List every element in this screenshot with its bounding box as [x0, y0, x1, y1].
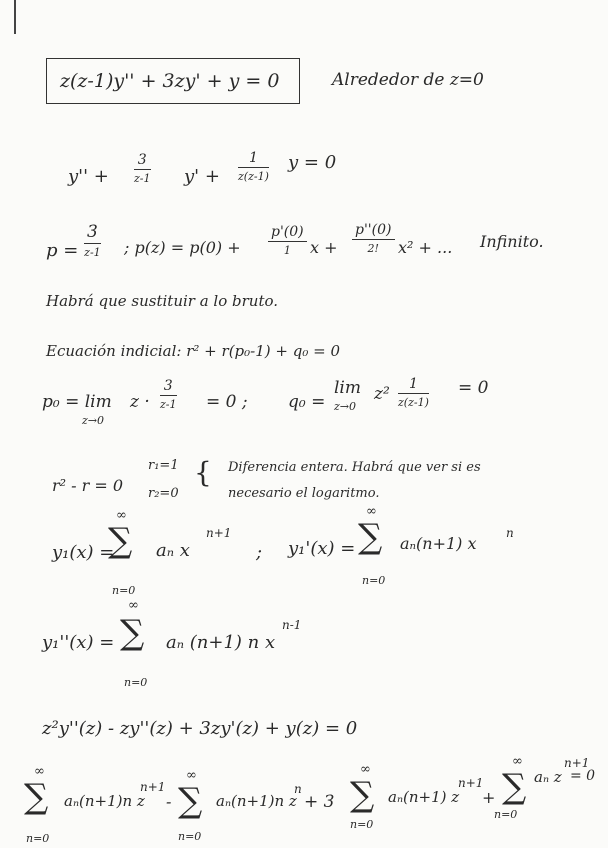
fraction-numerator: 1 [238, 150, 269, 168]
final-term-4: aₙ z [534, 768, 562, 786]
final-plus-3: + 3 [304, 792, 335, 812]
fraction-numerator: p''(0) [352, 222, 395, 240]
root-1: r₁=1 [148, 458, 179, 473]
margin-mark [14, 0, 16, 34]
p-note: Infinito. [480, 232, 544, 251]
y1-prime-lhs: y₁'(x) = [288, 538, 356, 559]
p-lead: p = [46, 240, 79, 261]
y1-prime-term: aₙ(n+1) x [400, 534, 477, 553]
summation-icon: ∑ [502, 767, 527, 807]
indicial-equation: Ecuación indicial: r² + r(p₀-1) + q₀ = 0 [46, 342, 340, 360]
roots-note-1: Diferencia entera. Habrá que ver si es [228, 460, 481, 475]
y1-exponent: n+1 [206, 526, 232, 540]
final-sum-2-bottom: n=0 [178, 830, 202, 843]
y1pp-sum-bottom: n=0 [124, 676, 148, 689]
summation-icon: ∑ [358, 517, 383, 557]
y1pp-lhs: y₁''(x) = [42, 632, 115, 653]
y1-prime-exponent: n [506, 526, 514, 540]
q0-fraction [398, 376, 429, 409]
p-fraction [84, 222, 101, 259]
roots-equation: r² - r = 0 [52, 476, 124, 495]
p0-z: z · [130, 392, 150, 412]
normalized-tail: y = 0 [288, 152, 337, 173]
around-note: Alrededor de z=0 [332, 70, 484, 90]
y1pp-sum-top: ∞ [128, 598, 139, 613]
y1pp-term: aₙ (n+1) n x [166, 632, 276, 653]
fraction-denominator: z-1 [160, 398, 177, 411]
q0-result: = 0 [458, 378, 489, 398]
p-expansion: ; p(z) = p(0) + [124, 238, 241, 257]
normalized-mid: y' + [184, 166, 220, 187]
y1-separator: ; [256, 542, 263, 563]
y1-lhs: y₁(x) = [52, 542, 115, 563]
p-x2: x² + ... [398, 238, 453, 257]
p0-limit: z→0 [82, 414, 105, 427]
p-derivative-fraction-2 [352, 222, 395, 255]
fraction-numerator: p'(0) [268, 224, 307, 242]
p0-result: = 0 ; [206, 392, 248, 412]
y1-prime-sum-bottom: n=0 [362, 574, 386, 587]
fraction-numerator: 3 [160, 378, 177, 396]
summation-icon: ∑ [24, 777, 49, 817]
q0-limit: z→0 [334, 400, 357, 413]
final-term-2: aₙ(n+1)n z [216, 792, 297, 810]
final-plus: + [482, 788, 496, 807]
roots-note-2: necesario el logaritmo. [228, 486, 380, 501]
final-sum-2-top: ∞ [186, 768, 197, 783]
final-sum-1-bottom: n=0 [26, 832, 50, 845]
y1-sum-top: ∞ [116, 508, 127, 523]
brute-note: Habrá que sustituir a lo bruto. [46, 292, 279, 310]
fraction-numerator: 1 [398, 376, 429, 394]
normalized-lead: y'' + [68, 166, 109, 187]
final-term-1: aₙ(n+1)n z [64, 792, 145, 810]
summation-icon: ∑ [108, 521, 133, 561]
summation-icon: ∑ [178, 781, 203, 821]
final-term-3: aₙ(n+1) z [388, 788, 460, 806]
y1-sum-bottom: n=0 [112, 584, 136, 597]
final-exponent-1: n+1 [140, 780, 166, 794]
q0-lim-word: lim [334, 378, 361, 398]
y1-term: aₙ x [156, 540, 190, 561]
roots-brace: { [194, 456, 212, 489]
root-2: r₂=0 [148, 486, 179, 501]
final-sum-4-bottom: n=0 [494, 808, 518, 821]
final-sum-4-top: ∞ [512, 754, 523, 769]
fraction-denominator: z(z-1) [238, 170, 269, 183]
fraction-denominator: z-1 [84, 246, 101, 259]
p0-lead: p₀ = lim [42, 392, 112, 412]
final-exponent-2: n [294, 782, 302, 796]
expanded-equation: z²y''(z) - zy''(z) + 3zy'(z) + y(z) = 0 [42, 718, 358, 739]
final-exponent-3: n+1 [458, 776, 484, 790]
final-minus: - [166, 792, 172, 811]
final-sum-3-bottom: n=0 [350, 818, 374, 831]
fraction-numerator: 3 [84, 222, 101, 244]
final-exponent-4: n+1 [564, 756, 590, 770]
summation-icon: ∑ [350, 775, 375, 815]
p-x1: x + [310, 238, 338, 257]
main-equation: z(z-1)y'' + 3zy' + y = 0 [60, 70, 280, 92]
q0-z2: z² [374, 384, 390, 404]
fraction-denominator: z-1 [134, 172, 151, 185]
normalized-fraction-1 [134, 152, 151, 185]
p-derivative-fraction-1 [268, 224, 307, 257]
fraction-denominator: z(z-1) [398, 396, 429, 409]
q0-lead: q₀ = [288, 392, 326, 412]
normalized-fraction-2 [238, 150, 269, 183]
final-sum-3-top: ∞ [360, 762, 371, 777]
p0-fraction [160, 378, 177, 411]
y1pp-exponent: n-1 [282, 618, 302, 632]
fraction-denominator: 1 [283, 244, 291, 257]
final-equals: = 0 [570, 768, 596, 784]
final-sum-1-top: ∞ [34, 764, 45, 779]
fraction-numerator: 3 [134, 152, 151, 170]
summation-icon: ∑ [120, 613, 145, 653]
y1-prime-sum-top: ∞ [366, 504, 377, 519]
fraction-denominator: 2! [367, 242, 379, 255]
